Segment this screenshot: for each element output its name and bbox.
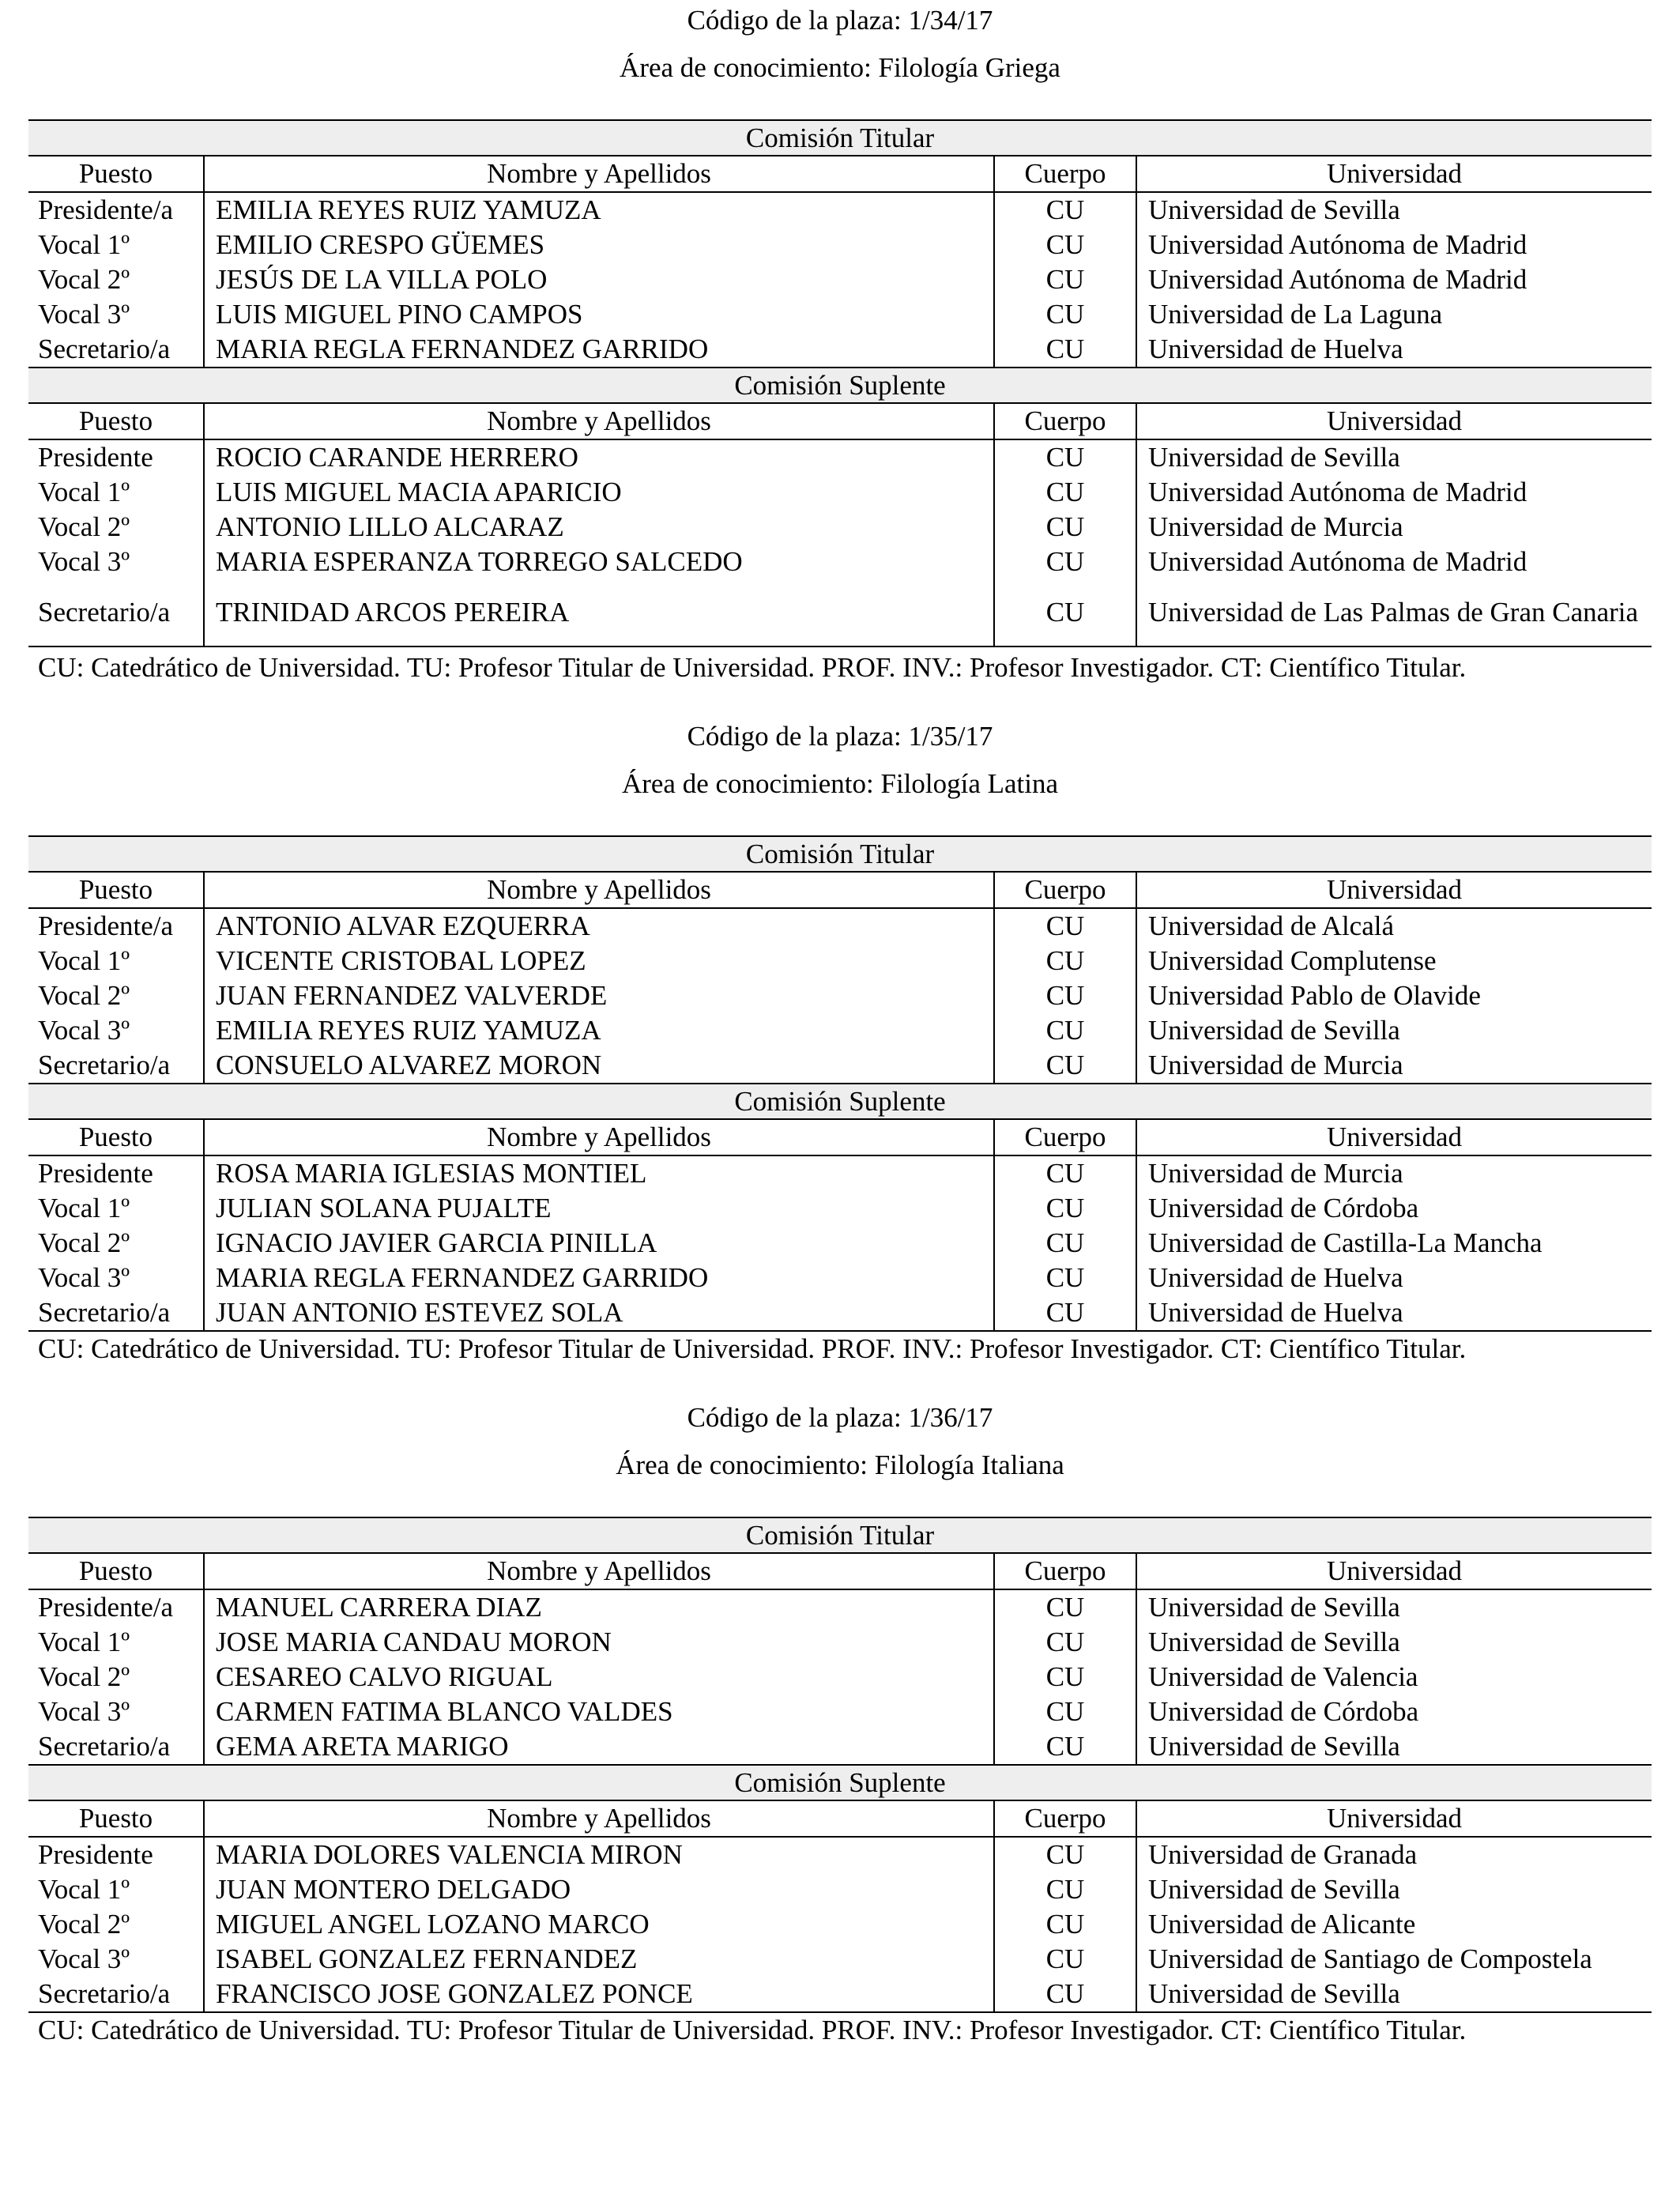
cell-cuerpo: CU (994, 1589, 1136, 1625)
section-suplente: Comisión Suplente (28, 1765, 1652, 1800)
cell-universidad: Universidad de Huelva (1148, 334, 1403, 364)
cell-puesto: Secretario/a (28, 332, 204, 368)
cell-cuerpo: CU (994, 579, 1136, 647)
cell-puesto: Vocal 1º (28, 1191, 204, 1226)
cell-cuerpo: CU (994, 1660, 1136, 1695)
cell-puesto: Vocal 2º (28, 1226, 204, 1261)
cell-puesto: Presidente (28, 439, 204, 475)
cell-cuerpo: CU (994, 1977, 1136, 2012)
cell-puesto: Vocal 1º (28, 228, 204, 262)
cell-cuerpo: CU (994, 1872, 1136, 1907)
section-titular: Comisión Titular (28, 120, 1652, 156)
cell-nombre: JESÚS DE LA VILLA POLO (204, 262, 994, 297)
cell-puesto: Vocal 2º (28, 510, 204, 545)
table-row (28, 1295, 1652, 1331)
cell-universidad: Universidad Autónoma de Madrid (1148, 264, 1527, 295)
table-row (28, 1625, 1652, 1660)
col-puesto: Puesto (28, 872, 204, 908)
cell-nombre: EMILIO CRESPO GÜEMES (204, 228, 994, 262)
col-puesto: Puesto (28, 156, 204, 192)
col-cuerpo: Cuerpo (994, 1553, 1136, 1589)
table-row (28, 1872, 1652, 1907)
table-row (28, 439, 1652, 475)
cell-puesto: Presidente/a (28, 908, 204, 944)
col-puesto: Puesto (28, 1800, 204, 1837)
cell-nombre: MIGUEL ANGEL LOZANO MARCO (204, 1907, 994, 1942)
cell-cuerpo: CU (994, 1048, 1136, 1084)
cell-universidad: Universidad de Alicante (1148, 1909, 1416, 1940)
col-cuerpo: Cuerpo (994, 872, 1136, 908)
cell-cuerpo: CU (994, 1942, 1136, 1977)
col-cuerpo: Cuerpo (994, 1800, 1136, 1837)
cell-universidad: Universidad de Santiago de Compostela (1148, 1943, 1592, 1974)
table-row (28, 1660, 1652, 1695)
col-cuerpo: Cuerpo (994, 403, 1136, 439)
table-row (28, 908, 1652, 944)
table-row (28, 332, 1652, 368)
cell-cuerpo: CU (994, 262, 1136, 297)
table-row (28, 545, 1652, 579)
cell-puesto: Vocal 3º (28, 1695, 204, 1729)
cell-universidad: Universidad de Valencia (1148, 1661, 1418, 1692)
col-universidad: Universidad (1136, 1553, 1652, 1589)
cell-cuerpo: CU (994, 1295, 1136, 1331)
cell-puesto: Secretario/a (28, 1729, 204, 1765)
cell-universidad: Universidad de Sevilla (1148, 194, 1400, 225)
table-row (28, 1013, 1652, 1048)
cell-universidad: Universidad Pablo de Olavide (1148, 980, 1481, 1011)
cell-puesto: Vocal 1º (28, 1872, 204, 1907)
cell-nombre: MARIA REGLA FERNANDEZ GARRIDO (204, 332, 994, 368)
table-row (28, 978, 1652, 1013)
table-row (28, 192, 1652, 228)
cell-universidad: Universidad de Granada (1148, 1839, 1418, 1870)
cell-puesto: Vocal 2º (28, 262, 204, 297)
table-row (28, 1977, 1652, 2012)
cell-cuerpo: CU (994, 439, 1136, 475)
col-puesto: Puesto (28, 1119, 204, 1155)
cell-nombre: CARMEN FATIMA BLANCO VALDES (204, 1695, 994, 1729)
table-row (28, 475, 1652, 510)
cell-nombre: JUAN ANTONIO ESTEVEZ SOLA (204, 1295, 994, 1331)
cell-universidad: Universidad de Sevilla (1148, 1592, 1400, 1623)
knowledge-area: Área de conocimiento: Filología Latina (621, 768, 1059, 799)
cell-universidad: Universidad de Murcia (1148, 1158, 1403, 1189)
table-row (28, 510, 1652, 545)
knowledge-area: Área de conocimiento: Filología Griega (620, 52, 1060, 83)
plaza-code: Código de la plaza: 1/35/17 (687, 721, 993, 752)
cell-puesto: Secretario/a (28, 579, 204, 647)
cell-nombre: MARIA ESPERANZA TORREGO SALCEDO (204, 545, 994, 579)
cell-puesto: Vocal 3º (28, 297, 204, 332)
table-row (28, 1155, 1652, 1191)
table-row (28, 262, 1652, 297)
cell-puesto: Vocal 3º (28, 1942, 204, 1977)
cell-nombre: JOSE MARIA CANDAU MORON (204, 1625, 994, 1660)
table-row (28, 297, 1652, 332)
legend-note: CU: Catedrático de Universidad. TU: Profesor Titular de Universidad. PROF. INV.: Profesor Investigador. CT: Científico Titular. (38, 2015, 1467, 2045)
cell-puesto: Vocal 1º (28, 944, 204, 978)
col-universidad: Universidad (1136, 403, 1652, 439)
plaza-code: Código de la plaza: 1/34/17 (687, 5, 993, 36)
cell-cuerpo: CU (994, 332, 1136, 368)
section-suplente: Comisión Suplente (28, 1084, 1652, 1119)
cell-universidad: Universidad de Sevilla (1148, 1015, 1400, 1046)
cell-universidad: Universidad Autónoma de Madrid (1148, 229, 1527, 260)
plaza-code: Código de la plaza: 1/36/17 (687, 1402, 993, 1433)
cell-universidad: Universidad de Huelva (1136, 1295, 1652, 1331)
col-nombre: Nombre y Apellidos (204, 1800, 994, 1837)
col-universidad: Universidad (1136, 1119, 1652, 1155)
table-row (28, 1729, 1652, 1765)
cell-universidad: Universidad de Alcalá (1148, 910, 1395, 941)
cell-universidad: Universidad de Córdoba (1148, 1193, 1419, 1223)
cell-puesto: Vocal 3º (28, 1261, 204, 1295)
cell-nombre: EMILIA REYES RUIZ YAMUZA (204, 1013, 994, 1048)
cell-nombre: ANTONIO LILLO ALCARAZ (204, 510, 994, 545)
col-nombre: Nombre y Apellidos (204, 1553, 994, 1589)
cell-puesto: Presidente (28, 1155, 204, 1191)
cell-nombre: FRANCISCO JOSE GONZALEZ PONCE (204, 1977, 994, 2012)
cell-puesto: Vocal 1º (28, 475, 204, 510)
cell-cuerpo: CU (994, 944, 1136, 978)
cell-universidad: Universidad Autónoma de Madrid (1148, 546, 1527, 577)
cell-cuerpo: CU (994, 297, 1136, 332)
cell-puesto: Vocal 3º (28, 1013, 204, 1048)
cell-nombre: CONSUELO ALVAREZ MORON (204, 1048, 994, 1084)
commission-table (28, 1517, 1652, 2013)
commission-table (28, 835, 1652, 1332)
legend-note: CU: Catedrático de Universidad. TU: Profesor Titular de Universidad. PROF. INV.: Profesor Investigador. CT: Científico Titular. (38, 652, 1467, 683)
cell-cuerpo: CU (994, 1729, 1136, 1765)
cell-universidad: Universidad de La Laguna (1148, 299, 1443, 330)
col-universidad: Universidad (1136, 872, 1652, 908)
knowledge-area: Área de conocimiento: Filología Italiana (616, 1449, 1064, 1480)
col-nombre: Nombre y Apellidos (204, 403, 994, 439)
table-row (28, 944, 1652, 978)
cell-nombre: JUAN FERNANDEZ VALVERDE (204, 978, 994, 1013)
col-puesto: Puesto (28, 403, 204, 439)
cell-nombre: VICENTE CRISTOBAL LOPEZ (204, 944, 994, 978)
table-row (28, 1837, 1652, 1872)
commission-table (28, 119, 1652, 647)
cell-cuerpo: CU (994, 1695, 1136, 1729)
cell-nombre: ROSA MARIA IGLESIAS MONTIEL (204, 1155, 994, 1191)
cell-cuerpo: CU (994, 908, 1136, 944)
cell-universidad: Universidad Autónoma de Madrid (1148, 477, 1527, 507)
cell-puesto: Vocal 3º (28, 545, 204, 579)
cell-nombre: LUIS MIGUEL MACIA APARICIO (204, 475, 994, 510)
cell-puesto: Presidente/a (28, 192, 204, 228)
cell-cuerpo: CU (994, 1837, 1136, 1872)
cell-cuerpo: CU (994, 1261, 1136, 1295)
cell-puesto: Presidente/a (28, 1589, 204, 1625)
cell-nombre: MARIA REGLA FERNANDEZ GARRIDO (204, 1261, 994, 1295)
cell-cuerpo: CU (994, 1013, 1136, 1048)
table-row (28, 1942, 1652, 1977)
cell-nombre: ANTONIO ALVAR EZQUERRA (204, 908, 994, 944)
cell-universidad: Universidad de Castilla-La Mancha (1148, 1227, 1543, 1258)
cell-nombre: IGNACIO JAVIER GARCIA PINILLA (204, 1226, 994, 1261)
col-nombre: Nombre y Apellidos (204, 872, 994, 908)
cell-universidad: Universidad de Huelva (1148, 1262, 1403, 1293)
cell-nombre: CESAREO CALVO RIGUAL (204, 1660, 994, 1695)
section-titular: Comisión Titular (28, 836, 1652, 872)
cell-cuerpo: CU (994, 1191, 1136, 1226)
table-row (28, 1226, 1652, 1261)
cell-nombre: MARIA DOLORES VALENCIA MIRON (204, 1837, 994, 1872)
col-nombre: Nombre y Apellidos (204, 156, 994, 192)
cell-cuerpo: CU (994, 475, 1136, 510)
cell-cuerpo: CU (994, 545, 1136, 579)
col-universidad: Universidad (1136, 156, 1652, 192)
cell-cuerpo: CU (994, 1625, 1136, 1660)
cell-universidad: Universidad de Las Palmas de Gran Canaria (1136, 579, 1652, 647)
cell-nombre: MANUEL CARRERA DIAZ (204, 1589, 994, 1625)
cell-universidad: Universidad Complutense (1148, 945, 1437, 976)
cell-puesto: Secretario/a (28, 1977, 204, 2012)
cell-nombre: TRINIDAD ARCOS PEREIRA (204, 579, 994, 647)
table-row (28, 1261, 1652, 1295)
cell-universidad: Universidad de Murcia (1148, 1050, 1403, 1080)
cell-cuerpo: CU (994, 978, 1136, 1013)
cell-nombre: LUIS MIGUEL PINO CAMPOS (204, 297, 994, 332)
section-suplente: Comisión Suplente (28, 368, 1652, 403)
cell-universidad: Universidad de Murcia (1148, 511, 1403, 542)
cell-cuerpo: CU (994, 1226, 1136, 1261)
table-row (28, 1589, 1652, 1625)
cell-universidad: Universidad de Sevilla (1136, 1977, 1652, 2012)
table-row (28, 1695, 1652, 1729)
cell-universidad: Universidad de Sevilla (1148, 1627, 1400, 1657)
cell-nombre: JUAN MONTERO DELGADO (204, 1872, 994, 1907)
cell-universidad: Universidad de Córdoba (1148, 1696, 1419, 1727)
col-cuerpo: Cuerpo (994, 1119, 1136, 1155)
cell-nombre: JULIAN SOLANA PUJALTE (204, 1191, 994, 1226)
table-row (28, 228, 1652, 262)
cell-nombre: ISABEL GONZALEZ FERNANDEZ (204, 1942, 994, 1977)
legend-note: CU: Catedrático de Universidad. TU: Profesor Titular de Universidad. PROF. INV.: Profesor Investigador. CT: Científico Titular. (38, 1333, 1467, 1364)
cell-puesto: Vocal 2º (28, 1907, 204, 1942)
cell-puesto: Vocal 2º (28, 1660, 204, 1695)
cell-universidad: Universidad de Sevilla (1148, 442, 1400, 473)
cell-nombre: GEMA ARETA MARIGO (204, 1729, 994, 1765)
cell-cuerpo: CU (994, 510, 1136, 545)
table-row (28, 1907, 1652, 1942)
cell-cuerpo: CU (994, 228, 1136, 262)
section-titular: Comisión Titular (28, 1517, 1652, 1553)
cell-universidad: Universidad de Sevilla (1148, 1874, 1400, 1905)
col-puesto: Puesto (28, 1553, 204, 1589)
cell-universidad: Universidad de Sevilla (1148, 1731, 1400, 1762)
cell-puesto: Vocal 2º (28, 978, 204, 1013)
table-row (28, 579, 1652, 647)
table-row (28, 1048, 1652, 1084)
col-nombre: Nombre y Apellidos (204, 1119, 994, 1155)
cell-nombre: ROCIO CARANDE HERRERO (204, 439, 994, 475)
cell-cuerpo: CU (994, 192, 1136, 228)
col-universidad: Universidad (1136, 1800, 1652, 1837)
cell-cuerpo: CU (994, 1907, 1136, 1942)
cell-puesto: Vocal 1º (28, 1625, 204, 1660)
cell-puesto: Presidente (28, 1837, 204, 1872)
table-row (28, 1191, 1652, 1226)
cell-cuerpo: CU (994, 1155, 1136, 1191)
col-cuerpo: Cuerpo (994, 156, 1136, 192)
cell-puesto: Secretario/a (28, 1295, 204, 1331)
cell-nombre: EMILIA REYES RUIZ YAMUZA (204, 192, 994, 228)
cell-puesto: Secretario/a (28, 1048, 204, 1084)
